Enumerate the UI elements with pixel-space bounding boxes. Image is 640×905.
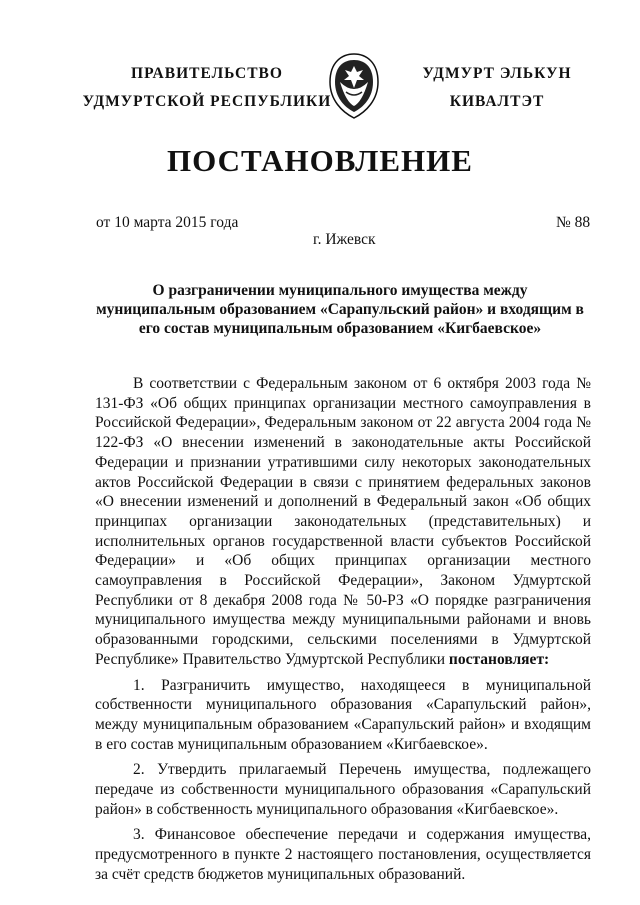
document-city: г. Ижевск (313, 231, 376, 248)
document-body (95, 374, 591, 885)
document-number: № 88 (556, 214, 591, 231)
government-name-udmurt-line1: УДМУРТ ЭЛЬКУН (422, 65, 572, 82)
government-name-line1: ПРАВИТЕЛЬСТВО (131, 65, 283, 82)
item-2-paragraph: 2. Утвердить прилагаемый Перечень имущества, подлежащего передаче из собственности муниципального образования «Сарапульский район» в собственность муниципального образования «Кигбаевское». (95, 761, 591, 818)
document-date: от 10 марта 2015 года (96, 214, 239, 231)
government-name-line2: УДМУРТСКОЙ РЕСПУБЛИКИ (82, 93, 332, 110)
government-name-udmurt-line2: КИВАЛТЭТ (449, 93, 545, 110)
item-1-paragraph: 1. Разграничить имущество, находящееся в муниципальной собственности муниципального образования «Сарапульский район», между муниципальным образованием «Сарапульский район» и входящим в его состав муниципальным образованием «Кигбаевское». (95, 676, 591, 753)
item-3-paragraph: 3. Финансовое обеспечение передачи и содержания имущества, предусмотренного в пункте 2 настоящего постановления, осуществляется за счёт средств бюджетов муниципальных образований. (95, 826, 591, 883)
document-title: ПОСТАНОВЛЕНИЕ (167, 143, 473, 178)
coat-of-arms-icon (326, 52, 382, 120)
government-name-udmurt (412, 60, 582, 116)
preamble-text: В соответствии с Федеральным законом от 6 октября 2003 года № 131-ФЗ «Об общих принципах организации местного самоуправления в Российской Федерации», Федеральным законом от 22 августа 2004 года № 122-ФЗ «О внесении изменений в законодательные акты Российской Федерации и признании утратившими силу некоторых законодательных актов Российской Федерации в связи с принятием федеральных законов «О внесении изменений и дополнений в Федеральный закон «Об общих принципах организации законодательных (представительных) и исполнительных органов государственной власти субъектов Российской Федерации» и «Об общих принципах организации местного самоуправления в Российской Федерации», Законом Удмуртской Республики от 8 декабря 2008 года № 50-РЗ «О порядке разграничения муниципального имущества между муниципальными районами и вновь образованными городскими, сельскими поселениями в Удмуртской Республике» Правительство Удмуртской Республики (95, 375, 591, 668)
decree-word: постановляет: (448, 650, 550, 668)
document-subject: О разграничении муниципального имущества между муниципальным образованием «Сарапульский район» и входящим в его состав муниципальным образованием «Кигбаевское» (96, 282, 584, 337)
government-name-russian (82, 60, 332, 116)
preamble-paragraph (95, 374, 591, 670)
